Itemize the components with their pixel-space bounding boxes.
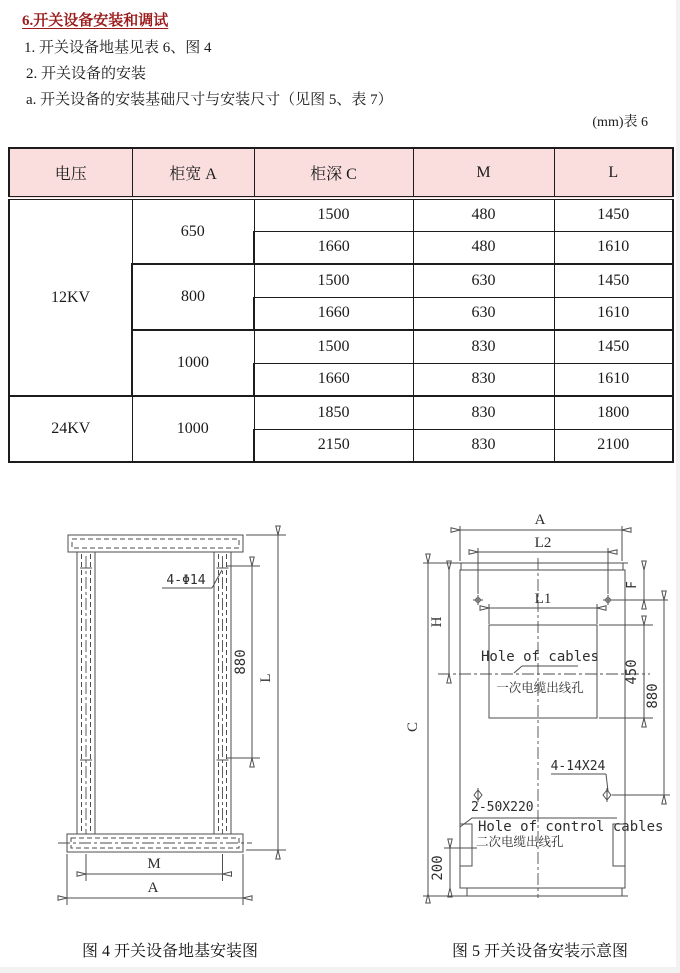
- dim-label-450: 450: [624, 659, 640, 685]
- col-header-m: M: [413, 148, 554, 198]
- dim-label-L: L: [258, 673, 274, 683]
- fig4-top-beam: [68, 535, 243, 552]
- l-cell: 1610: [554, 363, 673, 396]
- figures-canvas: [0, 500, 680, 930]
- depth-cell: 1660: [254, 231, 413, 264]
- m-cell: 830: [413, 363, 554, 396]
- l-cell: 1800: [554, 396, 673, 429]
- dim-label-M: M: [147, 856, 161, 872]
- l-cell: 1450: [554, 198, 673, 231]
- l-cell: 1450: [554, 330, 673, 363]
- fig5-dimension-L2: [478, 535, 608, 594]
- col-header-l: L: [554, 148, 673, 198]
- intro-line-3: a. 开关设备的安装基础尺寸与安装尺寸（见图 5、表 7）: [26, 92, 393, 108]
- cable-hole-label-en: Hole of cables: [480, 649, 600, 665]
- fig5-dimension-F: [625, 570, 644, 600]
- fig4-bottom-beam: [58, 834, 252, 852]
- m-cell: 480: [413, 231, 554, 264]
- hole-label-4phi14: 4-Φ14: [166, 573, 206, 588]
- voltage-cell: 24KV: [9, 396, 132, 462]
- intro-line-2: 2. 开关设备的安装: [26, 66, 147, 82]
- table-header-row: [9, 148, 673, 198]
- depth-cell: 1500: [254, 198, 413, 231]
- fig4-anchor-hole-markers: [80, 568, 229, 760]
- fig4-right-column: [214, 552, 231, 834]
- control-slots-label: 2-50X220: [471, 800, 534, 815]
- section-title: 6.开关设备安装和调试: [22, 13, 169, 29]
- fig5-bolt-holes: [474, 759, 611, 802]
- m-cell: 830: [413, 396, 554, 429]
- fig4-dimension-880: [227, 566, 260, 758]
- dim-label-880: 880: [645, 683, 661, 709]
- m-cell: 830: [413, 429, 554, 462]
- fig5-cable-hole: [481, 625, 599, 718]
- dim-label-880: 880: [233, 649, 249, 675]
- m-cell: 480: [413, 198, 554, 231]
- width-cell: 1000: [132, 330, 254, 396]
- bolt-holes-label: 4-14X24: [550, 759, 606, 774]
- fig5-dimension-200: [430, 848, 477, 888]
- depth-cell: 1660: [254, 363, 413, 396]
- dim-label-200: 200: [430, 855, 446, 881]
- depth-cell: 1850: [254, 396, 413, 429]
- fig5-control-hole: [460, 800, 663, 866]
- fig5-dimension-L1: [489, 591, 597, 624]
- fig5-dimension-880: [612, 600, 670, 795]
- depth-cell: 1500: [254, 264, 413, 297]
- dim-label-L1: L1: [534, 591, 552, 607]
- fig5-dimension-H: [429, 570, 449, 674]
- dim-label-H: H: [429, 616, 445, 628]
- control-hole-label-en: Hole of control cables: [478, 819, 664, 835]
- dim-label-F: F: [625, 581, 640, 589]
- figure4-caption: 图 4 开关设备地基安装图: [81, 943, 258, 960]
- intro-line-1: 1. 开关设备地基见表 6、图 4: [24, 40, 212, 56]
- width-cell: 650: [132, 198, 254, 264]
- l-cell: 1450: [554, 264, 673, 297]
- m-cell: 630: [413, 264, 554, 297]
- control-hole-label-zh: 二次电缆出线孔: [476, 835, 564, 849]
- depth-cell: 1500: [254, 330, 413, 363]
- m-cell: 830: [413, 330, 554, 363]
- dim-label-L2: L2: [534, 535, 552, 551]
- dim-label-C: C: [405, 721, 421, 733]
- depth-cell: 1660: [254, 297, 413, 330]
- table-unit-note: (mm)表 6: [592, 115, 648, 130]
- figure5-caption: 图 5 开关设备安装示意图: [451, 943, 628, 960]
- table-row: [9, 396, 673, 429]
- fig5-top-hole-markers: [473, 595, 668, 605]
- fig4-left-column: [77, 552, 95, 834]
- col-header-width: 柜宽 A: [132, 148, 254, 198]
- l-cell: 1610: [554, 297, 673, 330]
- spec-table: [8, 147, 674, 463]
- width-cell: 800: [132, 264, 254, 330]
- table-row: [9, 198, 673, 231]
- cable-hole-label-zh: 一次电缆出线孔: [496, 681, 584, 695]
- dim-label-A: A: [534, 512, 546, 528]
- dim-label-A: A: [147, 880, 159, 896]
- width-cell: 1000: [132, 396, 254, 462]
- l-cell: 1610: [554, 231, 673, 264]
- figure4-drawing: [58, 535, 286, 905]
- col-header-voltage: 电压: [9, 148, 132, 198]
- l-cell: 2100: [554, 429, 673, 462]
- fig4-dimension-M: [86, 854, 223, 881]
- depth-cell: 2150: [254, 429, 413, 462]
- figure5-drawing: [405, 512, 670, 898]
- fig4-hole-label: [162, 570, 222, 588]
- voltage-cell: 12KV: [9, 198, 132, 396]
- col-header-depth: 柜深 C: [254, 148, 413, 198]
- fig5-dimension-C: [405, 563, 428, 894]
- m-cell: 630: [413, 297, 554, 330]
